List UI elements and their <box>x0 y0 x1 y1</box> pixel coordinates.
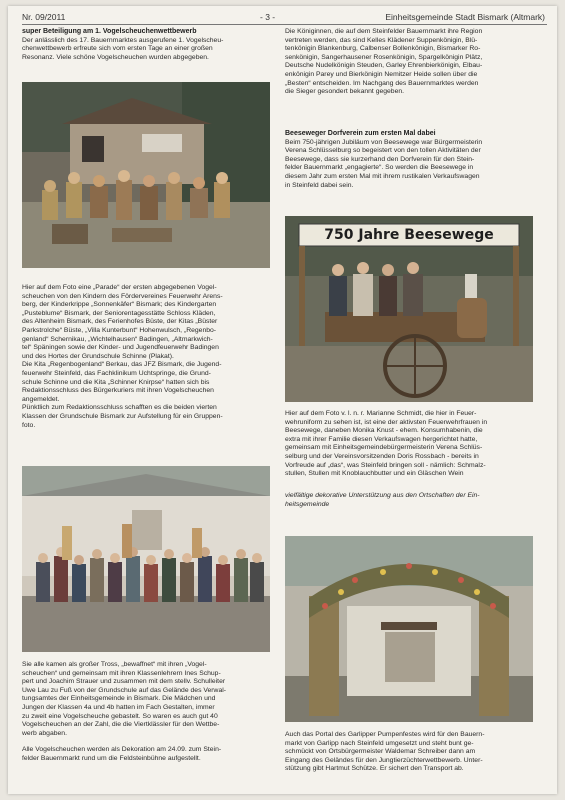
page-number: - 3 - <box>260 12 276 22</box>
support-caption: vielfältige dekorative Unterstützung aus den Ortschaften der Ein- heitsgemeinde <box>285 492 480 508</box>
class-block <box>22 661 282 738</box>
photo-class-group <box>22 466 270 652</box>
intro-paragraph: Der anlässlich des 17. Bauernmarktes ausgerufene 1. Vogelscheu- chenwettbewerb erfreute sich vom ersten Tage an einer großen Resonanz. Viele schöne Vogelscheuchen wurden abgegeben. <box>22 36 224 61</box>
issue-number: Nr. 09/2011 <box>22 12 66 22</box>
page-header <box>22 11 547 25</box>
newspaper-page <box>8 6 557 794</box>
portal-paragraph: Auch das Portal des Garlipper Pumpenfestes wird für den Bauern- markt von Garlipp nach Steinfeld umgesetzt und steht bunt ge- schmückt von Ortsbürgermeister Waldemar Schreiber dann am Eingang des Geländes für den Jungtierzüchterwettbewerb. Unter- stützung gibt Hartmut Schütze. Er sichert den Transport ab. <box>285 731 485 773</box>
decoration-paragraph: Alle Vogelscheuchen werden als Dekoration am 24.09. zum Stein- felder Bauernmarkt rund um die Feldsteinbühne aufgestellt. <box>22 746 222 762</box>
parade-paragraph: Hier auf dem Foto eine „Parade“ der ersten abgegebenen Vogel- scheuchen von den Kindern des Fördervereines Feuerwehr Arens- berg, der Kinderkrippe „Sonnenkäfer“ Bismark; des Kindergarten „Pusteblume“ Bismark, der Seniorentagesstätte Schloss Kläden, des Altenheim Bismark, des Ferienhofes Büste, der Kitas „Büster Parkstrolche“ Büste, „Villa Kunterbunt“ Hohenwulsch, „Regenbo- genland“ Schernikau, „Wichtelhausen“ Badingen, „Altmarkwich- tel“ Späningen sowie der Kinder- und Jugendfeuerwehr Badingen und des Hortes der Grundschule Schinne (Plakat). Die Kita „Regenbogenland“ Berkau, das JFZ Bismark, die Jugend- feuerwehr Steinfeld, das Fachklinikum Uchtspringe, die Grund- schule Schinne und die Kita „Schinner Knirpse“ hatten sich bis Redaktionsschluss des Bürgerkuriers mit ihren Vogelscheuchen angemeldet. Pünktlich zum Redaktionsschluss schafften es die beiden vierten Klassen der Grundschule Bismark zur Aufstellung für ein Gruppen- foto. <box>22 284 223 429</box>
photo-garlipp-portal <box>285 536 533 722</box>
photo-beesewege-wagon <box>285 216 533 402</box>
heading-beesewege: Beeseweger Dorfverein zum ersten Mal dabei <box>285 130 436 137</box>
beesewege-block <box>285 130 545 190</box>
queens-paragraph: Die Königinnen, die auf dem Steinfelder Bauernmarkt ihre Region vertreten werden, das sind Kelles Klädener Suppenkönigin, Blü- tenkönigin Blankenburg, Calbenser Bollenkönigin, Bismarker Ro- senkönigin, Sangerhausener Rosenkönigin, Spargelkönigin Plätz, Deutsche Nudelkönigin Steuden, Garley Ehrenbierkönigin, Elbau- enkönigin Parey und Bierkönigin Nemitzer Heide sollen über die „Besten“ entscheiden. Im Nachgang des Bauernmarktes werden die Sieger gesondert bekannt gegeben. <box>285 28 483 96</box>
caption-block <box>285 492 545 509</box>
portal-block <box>285 731 545 774</box>
queens-block <box>285 28 545 97</box>
decoration-block <box>22 746 282 763</box>
beesewege-paragraph: Beim 750-jährigen Jubiläum von Beesewege war Bürgermeisterin Verena Schlüsselburg so begeistert von den tollen Aktivitäten der Beesewege, dass sie kurzerhand den Dorfverein für den Stein- felder Bauernmarkt „engagierte“. So werden die Beesewege in diesem Jahr zum ersten Mal mit ihrem rustikalen Verkaufswagen in Steinfeld dabei sein. <box>285 138 483 189</box>
heading-scarecrow-contest: super Beteiligung am 1. Vogelscheuchenwettbewerb <box>22 28 197 35</box>
sign-750-jahre: 750 Jahre Beesewege <box>324 227 494 243</box>
publisher-name: Einheitsgemeinde Stadt Bismark (Altmark) <box>385 12 545 22</box>
intro-block <box>22 28 282 62</box>
class-paragraph: Sie alle kamen als großer Tross, „bewaffnet“ mit ihren „Vogel- scheuchen“ und gemeinsam mit ihren Klassenlehrern Ines Schup- pert und Joachim Strauer und zusammen mit dem stellv. Schulleiter Uwe Lau zu Fuß von der Grundschule auf das Gelände des Verwal- tungsamtes der Einheitsgemeinde in Bismark. Die Mädchen und Jungen der Klassen 4a und 4b hatten im Fach Gestalten, immer zu zweit eine Vogelscheuche gebastelt. So waren es auch gut 40 Vogelscheuchen an der Zahl, die die Viertklässler für den Wettbe- werb abgaben. <box>22 661 227 737</box>
parade-block <box>22 284 282 430</box>
photo-description-paragraph: Hier auf dem Foto v. l. n. r. Marianne Schmidt, die hier in Feuer- wehruniform zu sehen ist, ist eine der aktivsten Feuerwehrfrauen in Beesewege, daneben Monika Knust - ehem. Konsumhabenin, die extra mit ihrer Familie diesen Verkaufswagen hergerichtet hatte, gemeinsam mit Einheitsgemeindebürgermeisterin Verena Schlüs- selburg und der Vereinsvorsitzenden Doris Rossbach - bereits in Vorfreude auf „das“, was Steinfeld bringen soll - nämlich: Schmalz- stullen, Stullen mit Knoblauchbutter und ein Gläschen Wein <box>285 410 488 478</box>
photo-scarecrow-parade <box>22 82 270 268</box>
photo-description-block <box>285 410 545 479</box>
